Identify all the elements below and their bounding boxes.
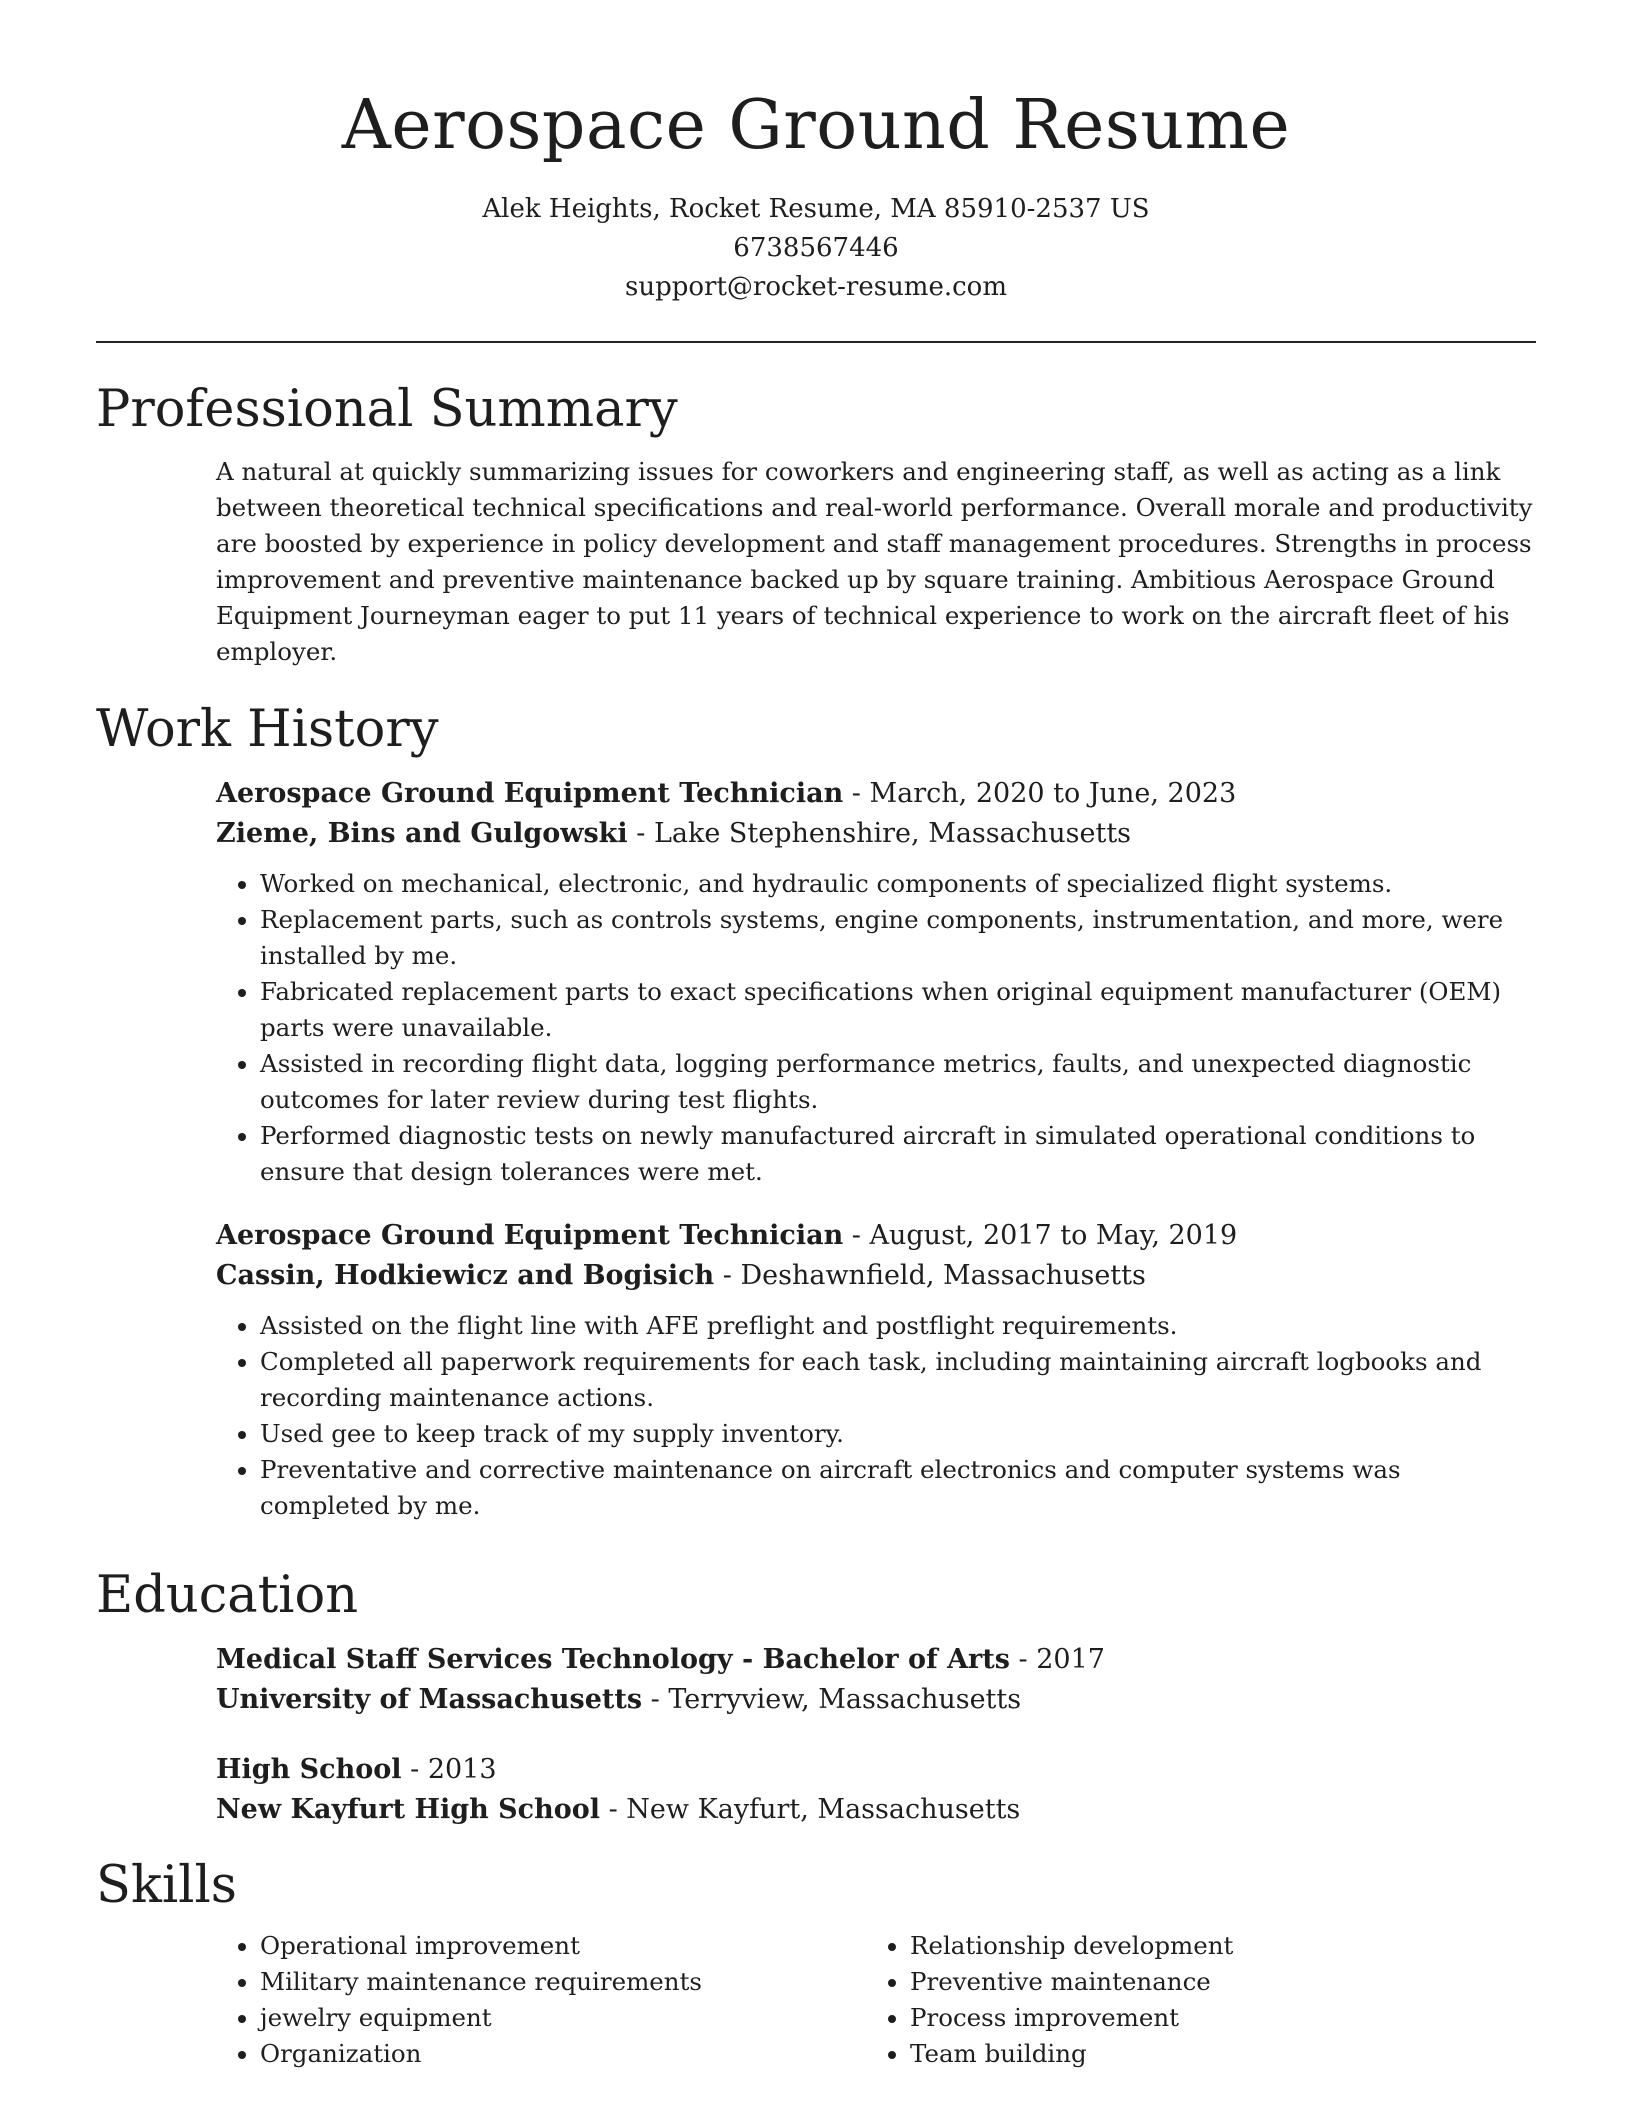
skill-item: • Organization <box>260 2036 866 2072</box>
job-bullet: • Completed all paperwork requirements for each task, including maintaining aircraft logbooks and recording maintenance actions. <box>260 1344 1536 1416</box>
job-location: - Deshawnfield, Massachusetts <box>714 1260 1146 1291</box>
contact-info <box>0 190 1632 307</box>
work-history-section <box>96 700 1536 1524</box>
summary-text: A natural at quickly summarizing issues for coworkers and engineering staff, as well as acting as a link between theoretical technical specifications and real-world performance. Overall morale and productivity are boosted by experience in policy development and staff management procedures. Strengths in process improvement and preventive maintenance backed up by square training. Ambitious Aerospace Ground Equipment Journeyman eager to put 11 years of technical experience to work on the aircraft fleet of his employer. <box>216 457 1533 666</box>
skills-columns <box>216 1928 1536 2072</box>
education-year: - 2017 <box>1009 1644 1105 1675</box>
job-bullet: • Fabricated replacement parts to exact specifications when original equipment manufacturer (OEM) parts were unavailable. <box>260 974 1536 1046</box>
job-dates: - August, 2017 to May, 2019 <box>843 1220 1238 1251</box>
job-bullet: • Performed diagnostic tests on newly manufactured aircraft in simulated operational conditions to ensure that design tolerances were met. <box>260 1118 1536 1190</box>
contact-phone: 6738567446 <box>733 233 899 263</box>
job-bullet: • Used gee to keep track of my supply inventory. <box>260 1416 1536 1452</box>
header-divider <box>96 341 1536 343</box>
skill-item: • jewelry equipment <box>260 2000 866 2036</box>
education-degree: Medical Staff Services Technology - Bachelor of Arts <box>216 1644 1010 1675</box>
resume-header <box>0 0 1632 307</box>
job-bullets <box>216 1308 1536 1524</box>
education-location: - Terryview, Massachusetts <box>642 1684 1022 1715</box>
education-location: - New Kayfurt, Massachusetts <box>600 1794 1021 1825</box>
contact-email[interactable]: support@rocket-resume.com <box>624 272 1007 302</box>
education-school: New Kayfurt High School <box>216 1794 601 1825</box>
contact-address: Alek Heights, Rocket Resume, MA 85910-2537 US <box>482 194 1150 224</box>
education-section <box>96 1566 1536 1830</box>
skill-item: • Team building <box>910 2036 1516 2072</box>
section-title-summary: Professional Summary <box>96 380 678 439</box>
education-year: - 2013 <box>401 1754 497 1785</box>
skill-item: • Military maintenance requirements <box>260 1964 866 2000</box>
education-school-line <box>216 1790 1536 1830</box>
education-degree-line <box>216 1640 1536 1680</box>
section-title-education: Education <box>96 1566 359 1625</box>
skill-item: • Operational improvement <box>260 1928 866 1964</box>
summary-section <box>96 380 1536 670</box>
job-role: Aerospace Ground Equipment Technician <box>216 1220 844 1251</box>
skill-item: • Process improvement <box>910 2000 1516 2036</box>
job-company-line <box>216 1256 1536 1296</box>
skill-item: • Preventive maintenance <box>910 1964 1516 2000</box>
job-bullet: • Worked on mechanical, electronic, and hydraulic components of specialized flight systems. <box>260 866 1536 902</box>
job-entry <box>216 1216 1536 1524</box>
skills-list-right <box>866 1928 1516 2072</box>
job-bullet: • Replacement parts, such as controls systems, engine components, instrumentation, and more, were installed by me. <box>260 902 1536 974</box>
job-title-line <box>216 774 1536 814</box>
job-company: Zieme, Bins and Gulgowski <box>216 818 628 849</box>
job-company: Cassin, Hodkiewicz and Bogisich <box>216 1260 715 1291</box>
section-title-skills: Skills <box>96 1856 237 1915</box>
education-entry <box>216 1640 1536 1720</box>
skills-section <box>96 1856 1536 2072</box>
education-school-line <box>216 1680 1536 1720</box>
education-school: University of Massachusetts <box>216 1684 643 1715</box>
education-entry <box>216 1750 1536 1830</box>
job-company-line <box>216 814 1536 854</box>
resume-title: Aerospace Ground Resume <box>341 86 1291 165</box>
skills-list-left <box>216 1928 866 2072</box>
job-bullet: • Assisted on the flight line with AFE preflight and postflight requirements. <box>260 1308 1536 1344</box>
job-dates: - March, 2020 to June, 2023 <box>843 778 1237 809</box>
job-title-line <box>216 1216 1536 1256</box>
job-entry <box>216 774 1536 1190</box>
section-title-work: Work History <box>96 700 439 759</box>
job-bullets <box>216 866 1536 1190</box>
job-location: - Lake Stephenshire, Massachusetts <box>627 818 1132 849</box>
job-role: Aerospace Ground Equipment Technician <box>216 778 844 809</box>
education-degree: High School <box>216 1754 402 1785</box>
job-bullet: • Preventative and corrective maintenance on aircraft electronics and computer systems was completed by me. <box>260 1452 1536 1524</box>
education-degree-line <box>216 1750 1536 1790</box>
job-bullet: • Assisted in recording flight data, logging performance metrics, faults, and unexpected diagnostic outcomes for later review during test flights. <box>260 1046 1536 1118</box>
skill-item: • Relationship development <box>910 1928 1516 1964</box>
